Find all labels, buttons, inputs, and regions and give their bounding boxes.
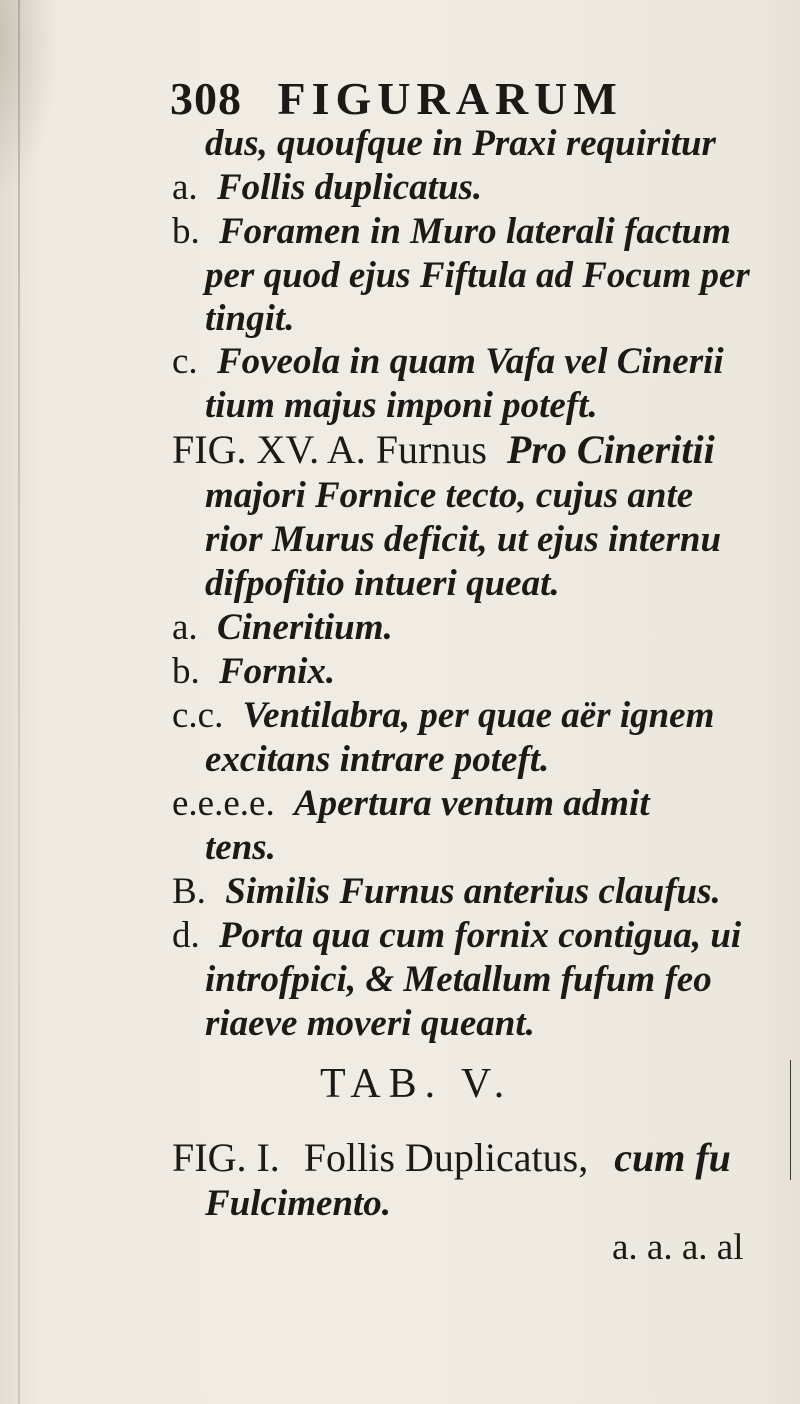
text-line: [172, 782, 650, 826]
line-text: Cineritium.: [216, 607, 393, 648]
page-header: [170, 72, 623, 125]
text-line: [172, 650, 335, 694]
line-text: Ventilabra, per quae aër ignem: [242, 695, 715, 736]
section-title: TAB. V.: [320, 1061, 513, 1107]
line-text: difpofitio intueri queat.: [205, 563, 560, 604]
item-label: c.c.: [172, 695, 224, 736]
item-label: d.: [172, 915, 200, 956]
item-label: b.: [172, 211, 200, 252]
text-line: [205, 1002, 535, 1046]
text-line: [172, 210, 731, 254]
line-text: tium majus imponi poteft.: [205, 385, 598, 426]
text-line: [205, 474, 693, 518]
text-line: [205, 122, 716, 166]
text-line: [205, 826, 276, 870]
text-line: [205, 518, 721, 562]
page-number: 308: [170, 73, 242, 124]
line-text: excitans intrare poteft.: [205, 739, 550, 780]
text-line: [172, 606, 393, 650]
text-line: [172, 166, 482, 210]
text-line: [172, 428, 715, 472]
text-line: [172, 340, 724, 384]
line-text: introfpici, & Metallum fufum feo: [205, 959, 712, 1000]
figure-line: [172, 1136, 731, 1180]
line-text: Foveola in quam Vafa vel Cinerii: [216, 341, 724, 382]
line-text: Pro Cineritii: [506, 427, 715, 472]
labels-text: a. a. a. al: [612, 1227, 744, 1268]
text-line: [205, 254, 750, 298]
line-text: Foramen in Muro laterali factum: [219, 211, 731, 252]
figure-caption-italic: cum fu: [614, 1135, 731, 1180]
bottom-labels: [612, 1226, 743, 1270]
line-text: Follis duplicatus.: [216, 167, 483, 208]
item-label: a.: [172, 167, 198, 208]
item-label: B.: [172, 871, 206, 912]
line-text: majori Fornice tecto, cujus ante: [205, 475, 694, 516]
text-line: [205, 562, 560, 606]
page-gutter-edge: [18, 0, 20, 1404]
line-text: per quod ejus Fiftula ad Focum per: [205, 255, 750, 296]
text-line: [172, 694, 714, 738]
figure-label: FIG. I.: [172, 1135, 280, 1180]
line-text: Porta qua cum fornix contigua, ui: [219, 915, 742, 956]
line-text: tens.: [205, 827, 276, 868]
line-text: Fulcimento.: [205, 1183, 392, 1224]
text-line: [205, 1182, 391, 1226]
line-text: riaeve moveri queant.: [205, 1003, 535, 1044]
item-label: c.: [172, 341, 198, 382]
gutter-shadow: [0, 0, 60, 200]
running-title: FIGURARUM: [277, 73, 623, 124]
line-text: Apertura ventum admit: [293, 783, 650, 824]
line-text: Fornix.: [219, 651, 336, 692]
text-line: [205, 738, 549, 782]
item-label: e.e.e.e.: [172, 783, 275, 824]
item-label: b.: [172, 651, 200, 692]
line-text: dus, quoufque in Praxi requiritur: [205, 123, 716, 164]
figure-caption: Follis Duplicatus,: [303, 1135, 589, 1180]
text-line: [172, 870, 721, 914]
line-text: tingit.: [205, 298, 295, 339]
text-line: [205, 297, 294, 341]
text-line: [205, 384, 598, 428]
text-line: [172, 914, 741, 958]
figure-label: FIG. XV. A. Furnus: [172, 427, 487, 472]
line-text: Similis Furnus anterius claufus.: [225, 871, 721, 912]
margin-rule: [790, 1060, 791, 1180]
text-line: [205, 958, 712, 1002]
line-text: rior Murus deficit, ut ejus internu: [205, 519, 722, 560]
item-label: a.: [172, 607, 198, 648]
